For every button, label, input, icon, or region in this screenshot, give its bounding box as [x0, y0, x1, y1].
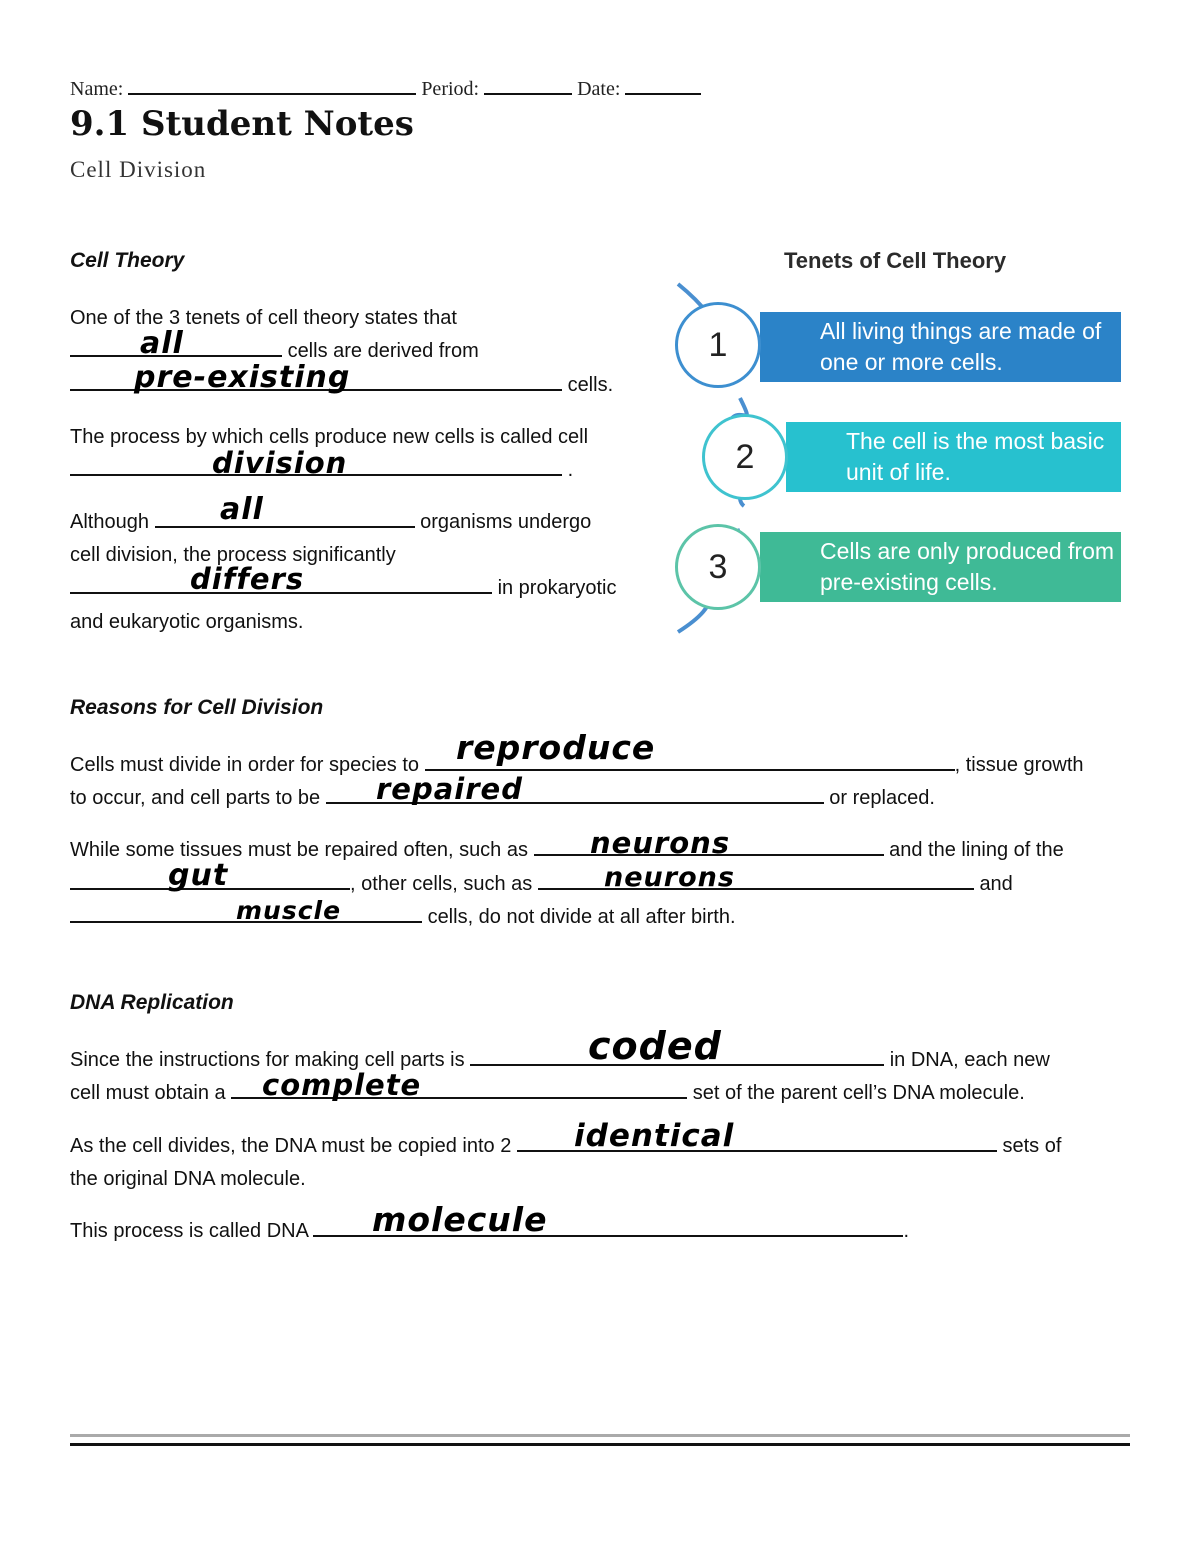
- text-fragment: , tissue growth: [954, 754, 1084, 776]
- handwritten-answer: differs: [190, 562, 305, 596]
- tenet-text: All living things are made of: [820, 318, 1102, 344]
- dna-heading: DNA Replication: [70, 991, 234, 1014]
- text-fragment: sets of: [1002, 1135, 1062, 1157]
- cell-theory-line-7: cell division, the process significantly: [70, 544, 396, 566]
- cell-theory-line-1: One of the 3 tenets of cell theory states that: [70, 307, 457, 329]
- handwritten-answer: repaired: [376, 772, 523, 806]
- name-field[interactable]: [128, 75, 416, 95]
- page-subtitle: Cell Division: [70, 157, 207, 182]
- date-label: Date:: [577, 78, 621, 100]
- handwritten-answer: pre-existing: [134, 360, 351, 395]
- cell-theory-line-8: [70, 572, 617, 605]
- cell-theory-line-6: [70, 506, 591, 539]
- tenet-box-3: [760, 532, 1121, 602]
- handwritten-answer: complete: [262, 1068, 422, 1102]
- text-fragment: in prokaryotic: [497, 577, 617, 599]
- dna-line-1: [70, 1044, 1050, 1077]
- text-fragment: and: [979, 873, 1013, 895]
- handwritten-answer: all: [220, 492, 264, 527]
- handwritten-answer: neurons: [604, 862, 735, 893]
- tenet-number: 2: [735, 437, 755, 476]
- text-fragment: While some tissues must be repaired often, such as: [70, 839, 528, 861]
- text-fragment: Since the instructions for making cell parts is: [70, 1049, 465, 1071]
- period-field[interactable]: [484, 75, 572, 95]
- blank-4[interactable]: [155, 508, 415, 528]
- text-fragment: cells, do not divide at all after birth.: [427, 906, 736, 928]
- handwritten-answer: gut: [168, 858, 229, 893]
- text-fragment: in DNA, each new: [889, 1049, 1050, 1071]
- tenet-number-3: [675, 524, 761, 610]
- tenet-text: unit of life.: [846, 459, 951, 485]
- text-fragment: or replaced.: [829, 787, 935, 809]
- dna-line-4: the original DNA molecule.: [70, 1168, 306, 1190]
- tenet-number: 1: [708, 325, 728, 364]
- footer-rule-light: [70, 1434, 1130, 1437]
- text-fragment: Cells must divide in order for species to: [70, 754, 420, 776]
- name-label: Name:: [70, 78, 124, 100]
- tenets-title: Tenets of Cell Theory: [784, 248, 1007, 273]
- reasons-heading: Reasons for Cell Division: [70, 696, 324, 719]
- handwritten-answer: coded: [588, 1024, 722, 1068]
- page-title: 9.1 Student Notes: [70, 104, 414, 144]
- date-field[interactable]: [625, 75, 701, 95]
- handwritten-answer: all: [140, 326, 184, 361]
- tenet-box-1: [760, 312, 1121, 382]
- cell-theory-line-4: The process by which cells produce new cells is called cell: [70, 426, 589, 448]
- dna-line-2: [70, 1077, 1025, 1110]
- handwritten-answer: molecule: [372, 1200, 548, 1239]
- tenet-text: The cell is the most basic: [846, 428, 1105, 454]
- reasons-line-5: [70, 901, 736, 934]
- text-fragment: .: [567, 459, 574, 481]
- footer-rule-dark: [70, 1443, 1130, 1446]
- text-fragment: , other cells, such as: [350, 873, 533, 895]
- text-fragment: Although: [70, 511, 149, 533]
- text-fragment: organisms undergo: [420, 511, 592, 533]
- handwritten-answer: division: [212, 446, 348, 480]
- text-fragment: and the lining of the: [889, 839, 1064, 861]
- tenet-text: Cells are only produced from: [820, 538, 1115, 564]
- handwritten-answer: identical: [574, 1118, 735, 1154]
- text-fragment: cell must obtain a: [70, 1082, 226, 1104]
- text-fragment: cells are derived from: [287, 340, 479, 362]
- tenet-number: 3: [708, 547, 728, 586]
- tenet-box-2: [786, 422, 1121, 492]
- tenet-number-2: [702, 414, 788, 500]
- text-fragment: This process is called DNA: [70, 1220, 308, 1242]
- dna-line-3: [70, 1130, 1061, 1163]
- cell-theory-line-9: and eukaryotic organisms.: [70, 611, 304, 633]
- handwritten-answer: neurons: [590, 826, 731, 860]
- handwritten-answer: reproduce: [456, 728, 656, 767]
- tenet-text: one or more cells.: [820, 349, 1003, 375]
- text-fragment: cells.: [567, 374, 614, 396]
- text-fragment: As the cell divides, the DNA must be copied into 2: [70, 1135, 512, 1157]
- text-fragment: .: [903, 1220, 909, 1242]
- handwritten-answer: muscle: [236, 896, 342, 925]
- tenet-text: pre-existing cells.: [820, 569, 998, 595]
- text-fragment: to occur, and cell parts to be: [70, 787, 321, 809]
- header-line: [70, 75, 701, 101]
- period-label: Period:: [421, 78, 480, 100]
- text-fragment: set of the parent cell’s DNA molecule.: [692, 1082, 1025, 1104]
- cell-theory-heading: Cell Theory: [70, 249, 185, 272]
- tenet-number-1: [675, 302, 761, 388]
